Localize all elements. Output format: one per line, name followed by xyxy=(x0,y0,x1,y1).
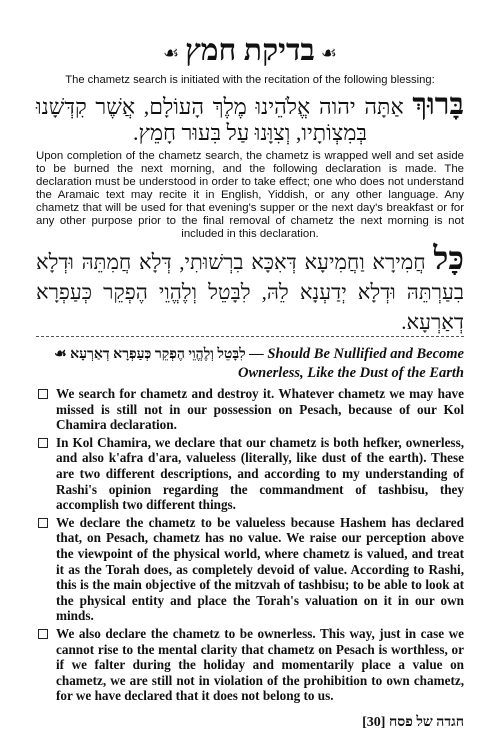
list-item xyxy=(36,515,464,624)
page-number: [30] xyxy=(362,715,386,730)
section-divider xyxy=(36,336,464,337)
checkbox-bullet-icon xyxy=(38,438,48,448)
footer-book-title: חגדה של פסח xyxy=(388,715,464,730)
list-item-text: We search for chametz and destroy it. Whatever chametz we may have missed is still not in our possession on Pesach, because of our Kol Chamira declaration. xyxy=(56,386,464,433)
declaration-first-word: כָּל xyxy=(433,240,464,276)
list-item-text: We also declare the chametz to be ownerless. This way, just in case we cannot rise to the mental clarity that chametz on Pesach is worthless, or if we falter during the holiday and momentarily place a value on chametz, we are still not in violation of the prohibition to own chametz, for we have declared that it does not belong to us. xyxy=(56,625,464,704)
ornament-icon: ☙ xyxy=(162,42,180,63)
checkbox-bullet-icon xyxy=(38,518,48,528)
list-item xyxy=(36,626,464,704)
checkbox-bullet-icon xyxy=(38,629,48,639)
list-item xyxy=(36,435,464,513)
list-item-text: We declare the chametz to be valueless because Hashem has declared that, on Pesach, chametz has no value. We raise our perception above the viewpoint of the physical world, where chametz is valued, and treat it as the Torah does, as completely devoid of value. According to Rashi, this is the main objective of the mitzvah of tashbisu; to be able to look at the physical entity and place the Torah's valuation on it in our own minds. xyxy=(56,514,464,624)
commentary-heading xyxy=(36,345,464,382)
ornament-icon: ☙ xyxy=(320,42,338,63)
commentary-heading-english: — Should Be Nullified and Become Ownerless, Like the Dust of the Earth xyxy=(238,346,464,381)
blessing-rest: אַתָּה יהוה אֱלֹהֵינוּ מֶלֶךְ הָעוֹלָם, אֲשֶׁר קִדְּשָׁנוּ בְּמִצְוֹתָיו, וְצִוָּנוּ עַל בִּעוּר חָמֵץ. xyxy=(36,94,413,145)
declaration-rest: חֲמִירָא וַחֲמִיעָא דְּאִכָּא בִרְשׁוּתִי, דְּלָא חֲמִתֵּהּ וּדְלָא בִעַרְתֵּהּ וּדְלָא יְדַעְנָא לֵהּ, לִבָּטֵל וְלֶהֱוֵי הֶפְקֵר כְּעַפְרָא דְאַרְעָא. xyxy=(36,250,464,334)
page-title xyxy=(0,34,500,68)
title-text: בדיקת חמץ xyxy=(185,34,315,67)
commentary-heading-hebrew: ☙ לִבָּטֵל וְלֶהֱוֵי הֶפְקֵר כְּעַפְרָא דְאַרְעָא xyxy=(54,347,246,362)
declaration-text xyxy=(36,240,464,337)
instruction-paragraph: Upon completion of the chametz search, the chametz is wrapped well and set aside to be burned the next morning, and the following declaration is made. The declaration must be understood in order to take effect; one who does not understand the Aramaic text may recite it in English, Yiddish, or any other language. Any chametz that will be used for that evening's supper or the next day's breakfast or for any other purpose prior to the final removal of chametz the next morning is not included in this declaration. xyxy=(36,150,464,240)
blessing-first-word: בָּרוּךְ xyxy=(412,88,464,121)
page-footer xyxy=(362,715,464,731)
blessing-text xyxy=(36,88,464,146)
intro-line: The chametz search is initiated with the recitation of the following blessing: xyxy=(65,74,435,86)
list-item-text: In Kol Chamira, we declare that our chametz is both hefker, ownerless, and also k'afra d'ara, valueless (literally, like dust of the earth). These are two different descriptions, and according to my understanding of Rashi's opinion regarding the commandment of tashbisu, they accomplish two different things. xyxy=(56,434,464,513)
checkbox-bullet-icon xyxy=(38,389,48,399)
commentary-list xyxy=(36,386,464,706)
list-item xyxy=(36,386,464,433)
